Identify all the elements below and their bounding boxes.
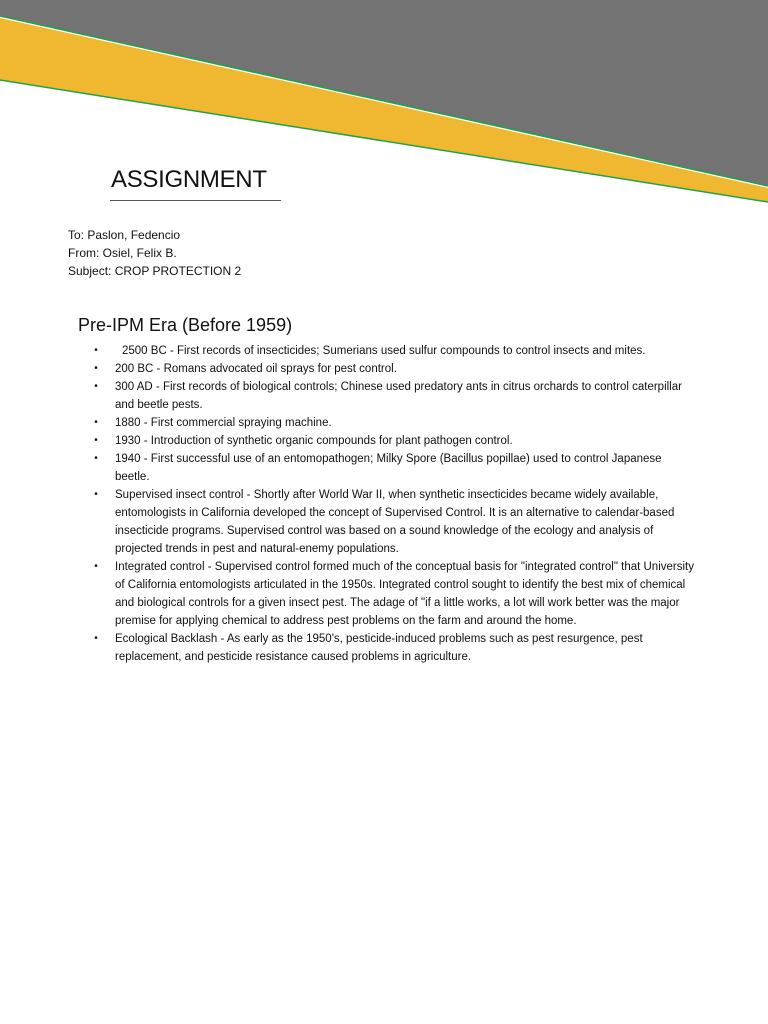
list-item-text: 300 AD - First records of biological controls; Chinese used predatory ants in citrus orchards to control caterpillar and beetle pests. [115,381,682,411]
bullet-icon: • [94,345,98,356]
memo-block [68,226,241,280]
memo-to: To: Paslon, Fedencio [68,228,181,242]
list-item-text: 1940 - First successful use of an entomopathogen; Milky Spore (Bacillus popillae) used to control Japanese beetle. [115,453,662,483]
bullet-icon: • [94,363,98,374]
title-underline [110,200,281,201]
list-item [0,342,768,360]
list-item [0,486,768,558]
list-item-text: 2500 BC - First records of insecticides; Sumerians used sulfur compounds to control insects and mites. [122,345,646,357]
list-item [0,450,768,486]
bullet-icon: • [94,489,98,500]
bullet-list [0,342,768,666]
list-item-text: Ecological Backlash - As early as the 1950's, pesticide-induced problems such as pest resurgence, pest replacement, and pesticide resistance caused problems in agriculture. [115,633,643,663]
list-item [0,432,768,450]
list-item-text: 1880 - First commercial spraying machine. [115,417,332,429]
bullet-icon: • [94,435,98,446]
list-item-text: 200 BC - Romans advocated oil sprays for pest control. [115,363,397,375]
list-item [0,414,768,432]
document-title: ASSIGNMENT [111,166,267,193]
bullet-icon: • [94,417,98,428]
list-item [0,558,768,630]
memo-from: From: Osiel, Felix B. [68,246,177,260]
list-item-text: Supervised insect control - Shortly after World War II, when synthetic insecticides became widely available, entomologists in California developed the concept of Supervised Control. It is an alternative to calendar-based insecticide programs. Supervised control was based on a sound knowledge of the ecology and analysis of projected trends in pest and natural-enemy populations. [115,489,675,555]
list-item [0,360,768,378]
memo-subject: Subject: CROP PROTECTION 2 [68,264,242,278]
list-item-text: Integrated control - Supervised control formed much of the conceptual basis for "integrated control" that University of California entomologists articulated in the 1950s. Integrated control sought to identify the best mix of chemical and biological controls for a given insect pest. The adage of "if a little works, a lot will work better was the major premise for applying chemical to address pest problems on the farm and around the home. [115,561,694,627]
bullet-icon: • [94,561,98,572]
section-heading: Pre-IPM Era (Before 1959) [78,315,293,335]
list-item-text: 1930 - Introduction of synthetic organic compounds for plant pathogen control. [115,435,513,447]
bullet-icon: • [94,453,98,464]
bullet-icon: • [94,633,98,644]
list-item [0,630,768,666]
bullet-icon: • [94,381,98,392]
list-item [0,378,768,414]
